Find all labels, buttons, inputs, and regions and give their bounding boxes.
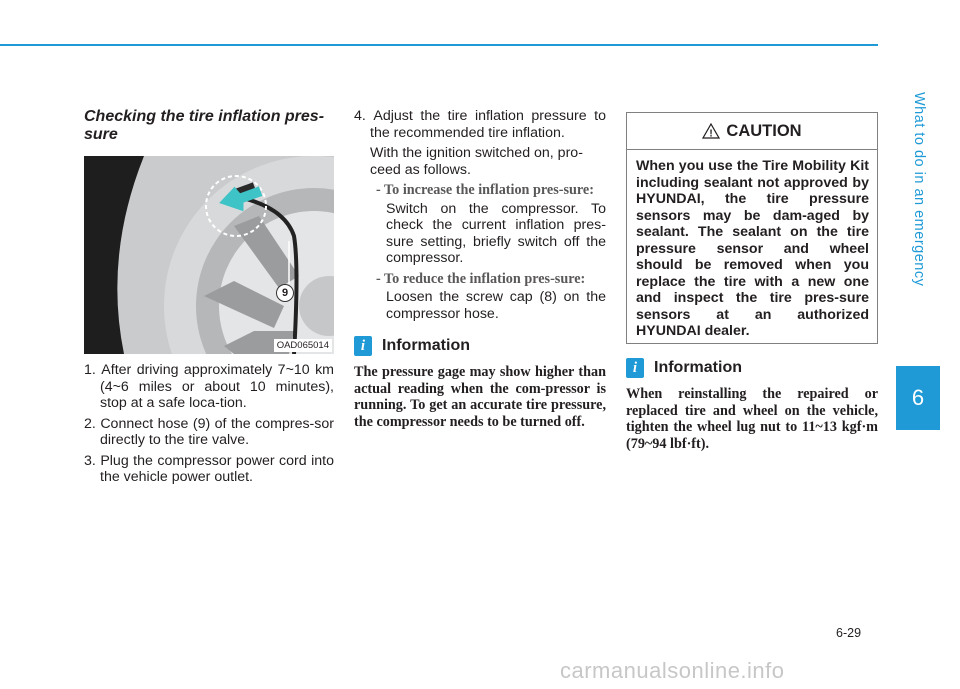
column-middle <box>354 108 606 430</box>
info-text-1: The pressure gage may show higher than actual reading when the com-pressor is running. To get an accurate tire pressure, the compressor needs to be turned off. <box>354 364 606 430</box>
page-number: 6-29 <box>836 626 862 640</box>
figure-code: OAD065014 <box>274 339 332 352</box>
step-4-intro: With the ignition switched on, pro-ceed as follows. <box>370 145 583 178</box>
section-title: Checking the tire inflation pres-sure <box>84 108 325 143</box>
info-text-2: When reinstalling the repaired or replaced tire and wheel on the vehicle, tighten the wheel lug nut to 11~13 kgf·m (79~94 lbf·ft). <box>626 386 878 452</box>
info-title: Information <box>382 337 470 354</box>
watermark: carmanualsonline.info <box>560 658 785 683</box>
tire-valve-photo <box>84 156 334 354</box>
caution-box <box>626 112 878 344</box>
increase-text: Switch on the compressor. To check the current inflation pres-sure setting, briefly switch off the compressor. <box>386 200 606 266</box>
header-rule <box>0 44 878 46</box>
caution-text: When you use the Tire Mobility Kit including sealant not approved by HYUNDAI, the tire pressure sensors may be dam-aged by sealant. The sealant on the tire pressure sensor and wheel should be removed when you replace the tire with a new one and inspect the tire pres-sure sensors at an authorized HYUNDAI dealer. <box>636 158 869 339</box>
caution-header <box>627 113 877 150</box>
steps-left <box>84 362 334 490</box>
warning-symbol: ! <box>709 128 714 139</box>
reduce-heading: - To reduce the inflation pres-sure: <box>376 270 586 287</box>
warning-triangle-icon <box>702 123 720 139</box>
chapter-title: What to do in an emergency <box>911 91 927 287</box>
reduce-text: Loosen the screw cap (8) on the compressor hose. <box>386 289 606 322</box>
tire-illustration <box>84 156 334 354</box>
step-3: 3. Plug the compressor power cord into the vehicle power outlet. <box>84 452 334 485</box>
step-4: 4. Adjust the tire inflation pressure to the recommended tire inflation. <box>354 108 606 141</box>
info-icon: i <box>354 336 372 356</box>
info-heading-1 <box>354 336 606 356</box>
caution-title: CAUTION <box>726 121 802 140</box>
step-1: 1. After driving approximately 7~10 km (4~6 miles or about 10 minutes), stop at a safe loca-tion. <box>84 362 334 411</box>
increase-heading: - To increase the inflation pres-sure: <box>376 182 594 198</box>
column-left <box>84 108 334 144</box>
info-icon: i <box>626 358 644 378</box>
chapter-number-tab: 6 <box>896 366 940 430</box>
column-right-info <box>626 358 878 452</box>
info-heading-2 <box>626 358 878 378</box>
step-2: 2. Connect hose (9) of the compres-sor directly to the tire valve. <box>84 415 334 448</box>
callout-9: 9 <box>276 284 294 302</box>
info-title: Information <box>654 359 742 376</box>
